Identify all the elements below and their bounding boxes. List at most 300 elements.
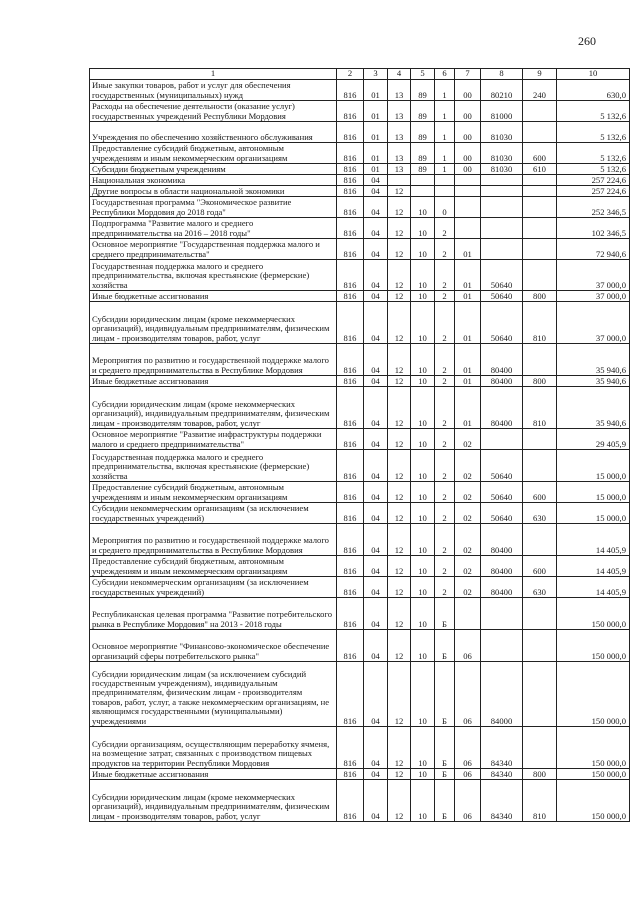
table-row	[90, 218, 630, 239]
ministry-code: 816	[337, 387, 364, 429]
subsection-code: 13	[388, 164, 411, 175]
subsection-code	[388, 175, 411, 186]
subsection-code: 12	[388, 197, 411, 218]
direction-code: 80210	[481, 80, 523, 101]
direction-code: 84000	[481, 662, 523, 727]
amount: 630,0	[557, 80, 630, 101]
table-row	[90, 450, 630, 482]
table-row	[90, 302, 630, 344]
program-code: 10	[411, 387, 435, 429]
event-code: 06	[455, 662, 481, 727]
subprogram-code: 1	[435, 164, 455, 175]
subsection-code: 13	[388, 122, 411, 143]
program-code: 89	[411, 164, 435, 175]
expense-type-code: 800	[523, 769, 557, 780]
section-code: 01	[364, 143, 388, 164]
expense-type-code	[523, 122, 557, 143]
program-code: 10	[411, 780, 435, 822]
column-header: 4	[388, 69, 411, 80]
ministry-code: 816	[337, 186, 364, 197]
section-code: 04	[364, 218, 388, 239]
direction-code: 50640	[481, 260, 523, 291]
section-code: 01	[364, 122, 388, 143]
table-row	[90, 122, 630, 143]
ministry-code: 816	[337, 376, 364, 387]
amount: 15 000,0	[557, 503, 630, 524]
subprogram-code: Б	[435, 598, 455, 630]
table-row	[90, 482, 630, 503]
row-name: Субсидии юридическим лицам (за исключением субсидий государственным учреждениям), индивидуальным предпринимателям, физическим лицам - производителям товаров, работ, услуг, а также некоммерческим организациям, не являющимся государственными (муниципальными) учреждениями	[90, 662, 337, 727]
row-name: Основное мероприятие "Развитие инфраструктуры поддержки малого и среднего предпринимательства"	[90, 429, 337, 450]
direction-code	[481, 186, 523, 197]
expense-type-code	[523, 260, 557, 291]
table-row	[90, 101, 630, 122]
program-code: 10	[411, 630, 435, 662]
row-name: Субсидии бюджетным учреждениям	[90, 164, 337, 175]
expense-type-code	[523, 630, 557, 662]
event-code	[455, 197, 481, 218]
subprogram-code: 2	[435, 260, 455, 291]
event-code: 02	[455, 556, 481, 577]
amount: 150 000,0	[557, 769, 630, 780]
column-header: 5	[411, 69, 435, 80]
amount: 15 000,0	[557, 482, 630, 503]
direction-code: 84340	[481, 727, 523, 769]
row-name: Субсидии юридическим лицам (кроме некоммерческих организаций), индивидуальным предпринимателям, физическим лицам - производителям товаров, работ, услуг	[90, 780, 337, 822]
event-code: 02	[455, 503, 481, 524]
expense-type-code: 240	[523, 80, 557, 101]
expense-type-code	[523, 175, 557, 186]
expense-type-code	[523, 450, 557, 482]
section-code: 04	[364, 503, 388, 524]
amount: 257 224,6	[557, 175, 630, 186]
ministry-code: 816	[337, 344, 364, 376]
subsection-code: 13	[388, 80, 411, 101]
row-name: Субсидии некоммерческим организациям (за исключением государственных учреждений)	[90, 503, 337, 524]
ministry-code: 816	[337, 80, 364, 101]
amount: 35 940,6	[557, 387, 630, 429]
header-row	[90, 69, 630, 80]
row-name: Государственная поддержка малого и среднего предпринимательства, включая крестьянские (фермерские) хозяйства	[90, 260, 337, 291]
table-row	[90, 524, 630, 556]
section-code: 04	[364, 598, 388, 630]
event-code	[455, 218, 481, 239]
table-row	[90, 577, 630, 598]
direction-code	[481, 429, 523, 450]
subsection-code: 12	[388, 630, 411, 662]
subsection-code: 12	[388, 387, 411, 429]
event-code: 01	[455, 291, 481, 302]
direction-code: 50640	[481, 450, 523, 482]
column-header: 9	[523, 69, 557, 80]
row-name: Основное мероприятие "Финансово-экономическое обеспечение организаций сферы потребительского рынка"	[90, 630, 337, 662]
column-header: 7	[455, 69, 481, 80]
expense-type-code	[523, 239, 557, 260]
direction-code	[481, 175, 523, 186]
section-code: 04	[364, 239, 388, 260]
row-name: Предоставление субсидий бюджетным, автономным учреждениям и иным некоммерческим организациям	[90, 482, 337, 503]
subsection-code: 12	[388, 429, 411, 450]
subsection-code: 12	[388, 302, 411, 344]
subprogram-code: 2	[435, 376, 455, 387]
subprogram-code: Б	[435, 780, 455, 822]
event-code: 02	[455, 429, 481, 450]
section-code: 04	[364, 482, 388, 503]
event-code: 01	[455, 376, 481, 387]
direction-code	[481, 630, 523, 662]
direction-code: 80400	[481, 524, 523, 556]
ministry-code: 816	[337, 503, 364, 524]
subprogram-code: 2	[435, 344, 455, 376]
direction-code: 80400	[481, 376, 523, 387]
program-code: 10	[411, 218, 435, 239]
section-code: 04	[364, 769, 388, 780]
program-code: 10	[411, 197, 435, 218]
program-code: 10	[411, 450, 435, 482]
subsection-code: 12	[388, 344, 411, 376]
program-code: 10	[411, 376, 435, 387]
subprogram-code: 2	[435, 577, 455, 598]
subprogram-code: Б	[435, 769, 455, 780]
ministry-code: 816	[337, 780, 364, 822]
expense-type-code	[523, 344, 557, 376]
ministry-code: 816	[337, 450, 364, 482]
subsection-code: 12	[388, 218, 411, 239]
expense-type-code: 810	[523, 780, 557, 822]
expense-type-code: 600	[523, 556, 557, 577]
ministry-code: 816	[337, 429, 364, 450]
expense-type-code	[523, 524, 557, 556]
expense-type-code: 610	[523, 164, 557, 175]
subprogram-code: 2	[435, 291, 455, 302]
event-code: 01	[455, 302, 481, 344]
row-name: Государственная поддержка малого и среднего предпринимательства, включая крестьянские (фермерские) хозяйства	[90, 450, 337, 482]
amount: 37 000,0	[557, 291, 630, 302]
direction-code: 80400	[481, 556, 523, 577]
table-row	[90, 175, 630, 186]
direction-code: 81000	[481, 101, 523, 122]
event-code: 06	[455, 630, 481, 662]
event-code: 00	[455, 122, 481, 143]
section-code: 04	[364, 302, 388, 344]
row-name: Субсидии юридическим лицам (кроме некоммерческих организаций), индивидуальным предпринимателям, физическим лицам - производителям товаров, работ, услуг	[90, 302, 337, 344]
amount: 5 132,6	[557, 101, 630, 122]
program-code: 10	[411, 577, 435, 598]
expense-type-code: 600	[523, 482, 557, 503]
expense-type-code	[523, 197, 557, 218]
event-code: 01	[455, 239, 481, 260]
expense-type-code: 630	[523, 503, 557, 524]
direction-code: 81030	[481, 122, 523, 143]
subsection-code: 12	[388, 769, 411, 780]
expense-type-code	[523, 101, 557, 122]
subprogram-code	[435, 175, 455, 186]
ministry-code: 816	[337, 175, 364, 186]
section-code: 01	[364, 101, 388, 122]
section-code: 04	[364, 429, 388, 450]
program-code: 10	[411, 524, 435, 556]
direction-code: 81030	[481, 164, 523, 175]
direction-code: 81030	[481, 143, 523, 164]
program-code: 10	[411, 727, 435, 769]
ministry-code: 816	[337, 197, 364, 218]
subprogram-code: 2	[435, 450, 455, 482]
amount: 5 132,6	[557, 164, 630, 175]
ministry-code: 816	[337, 482, 364, 503]
event-code: 02	[455, 450, 481, 482]
section-code: 04	[364, 291, 388, 302]
program-code: 89	[411, 122, 435, 143]
program-code: 10	[411, 239, 435, 260]
table-row	[90, 260, 630, 291]
program-code: 10	[411, 260, 435, 291]
table-row	[90, 291, 630, 302]
subprogram-code: 2	[435, 556, 455, 577]
section-code: 04	[364, 186, 388, 197]
program-code: 89	[411, 80, 435, 101]
program-code	[411, 186, 435, 197]
subsection-code: 13	[388, 143, 411, 164]
subprogram-code: 1	[435, 122, 455, 143]
section-code: 04	[364, 662, 388, 727]
event-code: 00	[455, 101, 481, 122]
table-row	[90, 80, 630, 101]
ministry-code: 816	[337, 524, 364, 556]
column-header: 8	[481, 69, 523, 80]
subprogram-code: 2	[435, 429, 455, 450]
table-row	[90, 503, 630, 524]
row-name: Расходы на обеспечение деятельности (оказание услуг) государственных учреждений Республики Мордовия	[90, 101, 337, 122]
table-row	[90, 239, 630, 260]
amount: 5 132,6	[557, 122, 630, 143]
table-row	[90, 143, 630, 164]
ministry-code: 816	[337, 769, 364, 780]
section-code: 04	[364, 727, 388, 769]
subsection-code: 12	[388, 450, 411, 482]
table-row	[90, 598, 630, 630]
amount: 257 224,6	[557, 186, 630, 197]
amount: 150 000,0	[557, 662, 630, 727]
table-row	[90, 186, 630, 197]
subprogram-code: Б	[435, 630, 455, 662]
table-row	[90, 727, 630, 769]
row-name: Субсидии юридическим лицам (кроме некоммерческих организаций), индивидуальным предпринимателям, физическим лицам - производителям товаров, работ, услуг	[90, 387, 337, 429]
subsection-code: 12	[388, 239, 411, 260]
subprogram-code: 0	[435, 197, 455, 218]
section-code: 04	[364, 387, 388, 429]
direction-code	[481, 197, 523, 218]
table-row	[90, 662, 630, 727]
row-name: Подпрограмма "Развитие малого и среднего предпринимательства на 2016 – 2018 годы"	[90, 218, 337, 239]
subprogram-code: 2	[435, 524, 455, 556]
table-row	[90, 630, 630, 662]
subprogram-code: 1	[435, 80, 455, 101]
section-code: 04	[364, 780, 388, 822]
table-row	[90, 197, 630, 218]
subprogram-code: 2	[435, 387, 455, 429]
amount: 252 346,5	[557, 197, 630, 218]
event-code: 02	[455, 524, 481, 556]
expense-type-code	[523, 598, 557, 630]
amount: 102 346,5	[557, 218, 630, 239]
row-name: Государственная программа "Экономическое развитие Республики Мордовия до 2018 года"	[90, 197, 337, 218]
event-code: 00	[455, 143, 481, 164]
direction-code: 50640	[481, 291, 523, 302]
section-code: 01	[364, 164, 388, 175]
section-code: 04	[364, 450, 388, 482]
amount: 37 000,0	[557, 260, 630, 291]
ministry-code: 816	[337, 143, 364, 164]
ministry-code: 816	[337, 302, 364, 344]
subprogram-code: 2	[435, 218, 455, 239]
column-header: 10	[557, 69, 630, 80]
row-name: Иные бюджетные ассигнования	[90, 769, 337, 780]
program-code: 10	[411, 302, 435, 344]
direction-code: 84340	[481, 769, 523, 780]
event-code: 01	[455, 344, 481, 376]
row-name: Мероприятия по развитию и государственной поддержке малого и среднего предпринимательства в Республике Мордовия	[90, 344, 337, 376]
program-code: 10	[411, 429, 435, 450]
ministry-code: 816	[337, 662, 364, 727]
expense-type-code	[523, 186, 557, 197]
row-name: Основное мероприятие "Государственная поддержка малого и среднего предпринимательства"	[90, 239, 337, 260]
subprogram-code	[435, 186, 455, 197]
table-row	[90, 429, 630, 450]
subsection-code: 12	[388, 780, 411, 822]
expense-type-code: 810	[523, 387, 557, 429]
row-name: Иные бюджетные ассигнования	[90, 376, 337, 387]
subsection-code: 12	[388, 727, 411, 769]
row-name: Иные бюджетные ассигнования	[90, 291, 337, 302]
section-code: 04	[364, 376, 388, 387]
table-row	[90, 556, 630, 577]
direction-code: 50640	[481, 482, 523, 503]
amount: 150 000,0	[557, 598, 630, 630]
direction-code: 84340	[481, 780, 523, 822]
row-name: Другие вопросы в области национальной экономики	[90, 186, 337, 197]
expense-type-code: 810	[523, 302, 557, 344]
row-name: Республиканская целевая программа "Развитие потребительского рынка в Республике Мордовия" на 2013 - 2018 годы	[90, 598, 337, 630]
row-name: Предоставление субсидий бюджетным, автономным учреждениям и иным некоммерческим организациям	[90, 143, 337, 164]
event-code: 06	[455, 727, 481, 769]
amount: 72 940,6	[557, 239, 630, 260]
row-name: Мероприятия по развитию и государственной поддержке малого и среднего предпринимательства в Республике Мордовия	[90, 524, 337, 556]
amount: 29 405,9	[557, 429, 630, 450]
program-code	[411, 175, 435, 186]
subprogram-code: 2	[435, 482, 455, 503]
subprogram-code: 2	[435, 503, 455, 524]
section-code: 04	[364, 630, 388, 662]
amount: 35 940,6	[557, 376, 630, 387]
subsection-code: 12	[388, 291, 411, 302]
column-header: 1	[90, 69, 337, 80]
amount: 14 405,9	[557, 524, 630, 556]
direction-code: 80400	[481, 344, 523, 376]
table-row	[90, 164, 630, 175]
event-code	[455, 598, 481, 630]
event-code: 02	[455, 482, 481, 503]
subsection-code: 12	[388, 503, 411, 524]
event-code: 01	[455, 260, 481, 291]
subsection-code: 12	[388, 598, 411, 630]
event-code: 06	[455, 769, 481, 780]
ministry-code: 816	[337, 577, 364, 598]
subsection-code: 12	[388, 662, 411, 727]
subsection-code: 12	[388, 524, 411, 556]
event-code: 02	[455, 577, 481, 598]
direction-code	[481, 239, 523, 260]
amount: 150 000,0	[557, 727, 630, 769]
section-code: 04	[364, 344, 388, 376]
direction-code: 50640	[481, 503, 523, 524]
row-name: Иные закупки товаров, работ и услуг для обеспечения государственных (муниципальных) нужд	[90, 80, 337, 101]
event-code	[455, 175, 481, 186]
amount: 150 000,0	[557, 780, 630, 822]
event-code: 00	[455, 80, 481, 101]
subprogram-code: Б	[435, 727, 455, 769]
ministry-code: 816	[337, 598, 364, 630]
program-code: 89	[411, 101, 435, 122]
subsection-code: 13	[388, 101, 411, 122]
expense-type-code: 600	[523, 143, 557, 164]
subsection-code: 12	[388, 260, 411, 291]
program-code: 10	[411, 556, 435, 577]
subprogram-code: 1	[435, 143, 455, 164]
table-row	[90, 376, 630, 387]
table-row	[90, 344, 630, 376]
section-code: 04	[364, 260, 388, 291]
ministry-code: 816	[337, 556, 364, 577]
expense-type-code: 800	[523, 291, 557, 302]
expense-type-code	[523, 662, 557, 727]
ministry-code: 816	[337, 260, 364, 291]
amount: 5 132,6	[557, 143, 630, 164]
expense-type-code	[523, 727, 557, 769]
ministry-code: 816	[337, 291, 364, 302]
amount: 14 405,9	[557, 556, 630, 577]
amount: 14 405,9	[557, 577, 630, 598]
subsection-code: 12	[388, 556, 411, 577]
ministry-code: 816	[337, 239, 364, 260]
ministry-code: 816	[337, 218, 364, 239]
budget-table	[89, 68, 630, 822]
amount: 150 000,0	[557, 630, 630, 662]
section-code: 04	[364, 197, 388, 218]
row-name: Национальная экономика	[90, 175, 337, 186]
table-row	[90, 769, 630, 780]
ministry-code: 816	[337, 630, 364, 662]
program-code: 10	[411, 769, 435, 780]
expense-type-code	[523, 429, 557, 450]
program-code: 10	[411, 662, 435, 727]
section-code: 04	[364, 556, 388, 577]
section-code: 01	[364, 80, 388, 101]
subsection-code: 12	[388, 376, 411, 387]
expense-type-code	[523, 218, 557, 239]
ministry-code: 816	[337, 122, 364, 143]
direction-code: 50640	[481, 302, 523, 344]
subsection-code: 12	[388, 482, 411, 503]
direction-code	[481, 598, 523, 630]
event-code: 00	[455, 164, 481, 175]
program-code: 10	[411, 503, 435, 524]
direction-code: 80400	[481, 387, 523, 429]
subprogram-code: 1	[435, 101, 455, 122]
column-header: 2	[337, 69, 364, 80]
ministry-code: 816	[337, 727, 364, 769]
row-name: Субсидии некоммерческим организациям (за исключением государственных учреждений)	[90, 577, 337, 598]
table-row	[90, 387, 630, 429]
